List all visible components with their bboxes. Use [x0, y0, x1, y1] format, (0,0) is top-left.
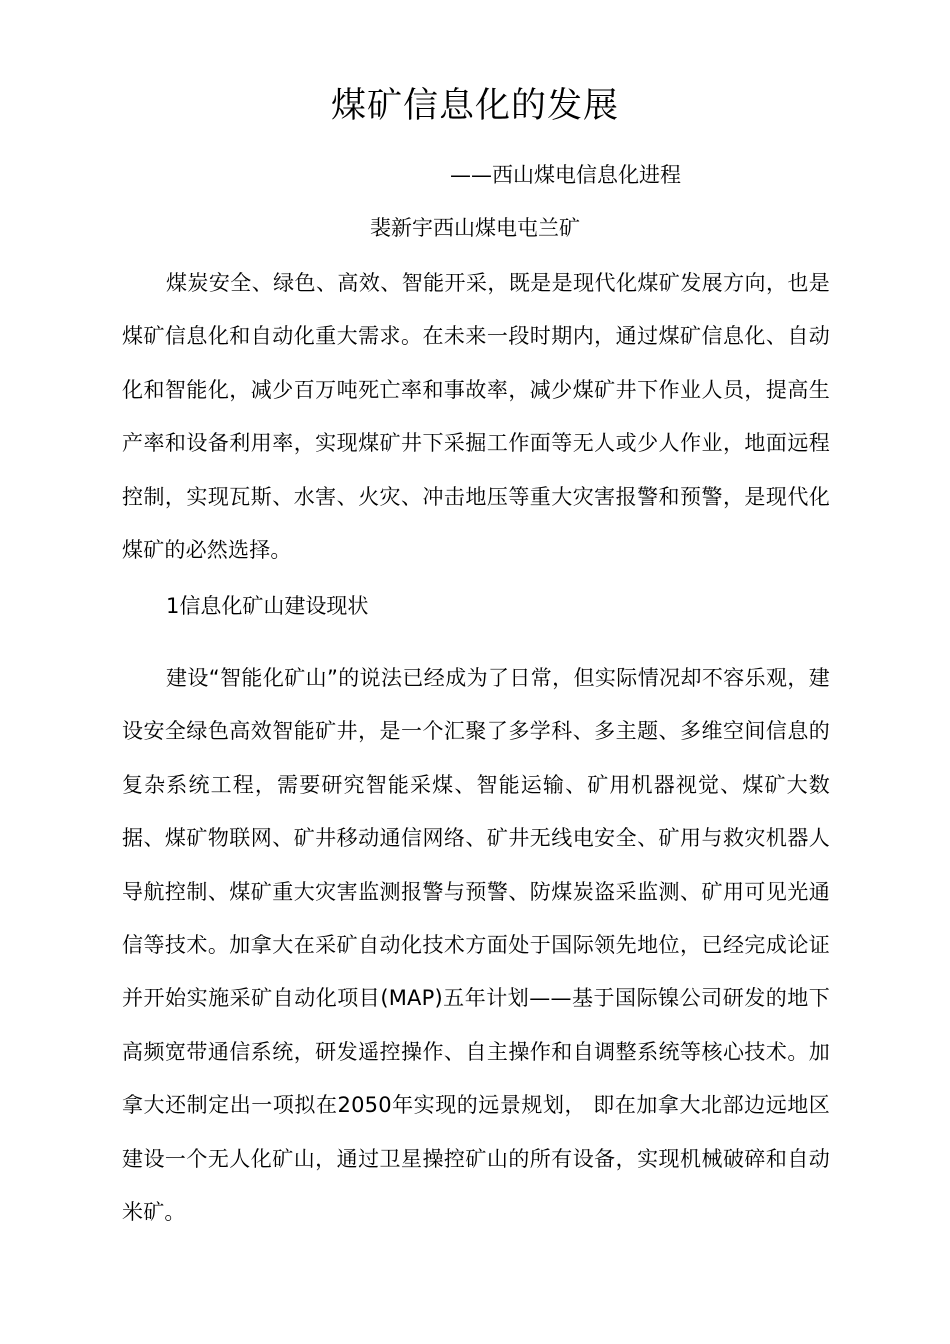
- document-subtitle: ——西山煤电信息化进程: [450, 163, 681, 187]
- document-title: 煤矿信息化的发展: [330, 86, 619, 126]
- document-author: 裴新宇西山煤电屯兰矿: [370, 216, 580, 240]
- section-heading: 1信息化矿山建设现状: [166, 594, 369, 618]
- intro-paragraph: 煤炭安全、绿色、高效、智能开采，既是是现代化煤矿发展方向，也是煤矿信息化和自动化重大需求。在未来一段时期内，通过煤矿信息化、自动化和智能化，减少百万吨死亡率和事故率，减少煤矿井下作业人员，提高生产率和设备利用率，实现煤矿井下采掘工作面等无人或少人作业，地面远程控制，实现瓦斯、水害、火灾、冲击地压等重大灾害报警和预警，是现代化煤矿的必然选择。: [122, 271, 830, 563]
- section-paragraph: 建设“智能化矿山”的说法已经成为了日常，但实际情况却不容乐观，建设安全绿色高效智能矿井，是一个汇聚了多学科、多主题、多维空间信息的复杂系统工程，需要研究智能采煤、智能运输、矿用机器视觉、煤矿大数据、煤矿物联网、矿井移动通信网络、矿井无线电安全、矿用与救灾机器人导航控制、煤矿重大灾害监测报警与预警、防煤炭盗采监测、矿用可见光通信等技术。加拿大在采矿自动化技术方面处于国际领先地位，已经完成论证并开始实施采矿自动化项目(MAP)五年计划——基于国际镍公司研发的地下高频宽带通信系统，研发遥控操作、自主操作和自调整系统等核心技术。加拿大还制定出一项拟在2050年实现的远景规划， 即在加拿大北部边远地区建设一个无人化矿山，通过卫星操控矿山的所有设备，实现机械破碎和自动米矿。: [122, 666, 830, 1225]
